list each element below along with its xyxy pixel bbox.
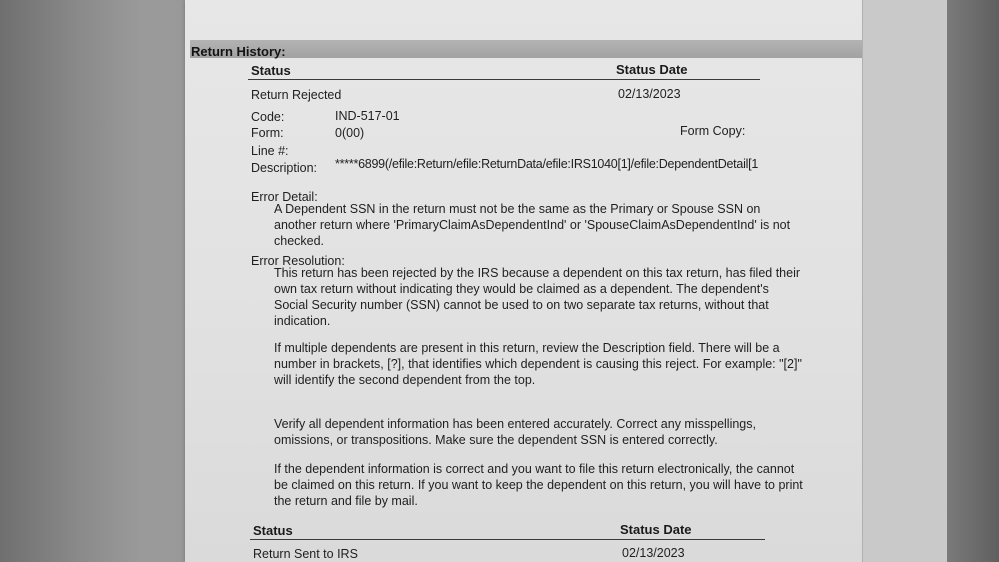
description-label: Description: xyxy=(251,161,317,175)
status-column-header-2: Status xyxy=(253,523,293,538)
header-divider-2 xyxy=(250,539,765,540)
entry-status-2: Return Sent to IRS xyxy=(253,547,358,561)
code-value: IND-517-01 xyxy=(335,109,400,123)
error-detail-label: Error Detail: xyxy=(251,190,318,204)
entry-date-2: 02/13/2023 xyxy=(622,546,685,560)
right-panel xyxy=(862,0,948,562)
status-date-column-header-2: Status Date xyxy=(620,522,692,537)
form-copy-label: Form Copy: xyxy=(680,124,746,138)
resolution-paragraph-1: This return has been rejected by the IRS because a dependent on this tax return, has filed their own tax return without indicating they would be claimed as a dependent. The dependent's Social Security number (SSN) cannot be used to on two separate tax returns, without that indication. xyxy=(274,266,801,328)
header-divider xyxy=(248,79,760,80)
resolution-paragraph-2: If multiple dependents are present in this return, review the Description field. There will be a number in brackets, [?], that identifies which dependent is causing this reject. For example: "[2]" will identify the second dependent from the top. xyxy=(274,341,802,387)
return-history-page xyxy=(185,0,862,562)
resolution-paragraph-4: If the dependent information is correct and you want to file this return electronically, the cannot be claimed on this return. If you want to keep the dependent on this return, you will have to print the return and file by mail. xyxy=(274,462,803,508)
resolution-paragraph-3: Verify all dependent information has been entered accurately. Correct any misspellings, omissions, or transpositions. Make sure the dependent SSN is entered correctly. xyxy=(274,417,756,447)
screen-edge xyxy=(947,0,999,562)
status-date-column-header: Status Date xyxy=(616,62,688,77)
form-label: Form: xyxy=(251,126,284,140)
line-number-label: Line #: xyxy=(251,144,289,158)
section-title: Return History: xyxy=(191,44,286,59)
code-label: Code: xyxy=(251,110,285,124)
entry-status: Return Rejected xyxy=(251,88,342,102)
error-detail-text: A Dependent SSN in the return must not be the same as the Primary or Spouse SSN on another return where 'PrimaryClaimAsDependentInd' or 'SpouseClaimAsDependentInd' is not checked. xyxy=(274,202,791,248)
section-header-bar xyxy=(190,40,862,58)
form-value: 0(00) xyxy=(335,126,365,140)
status-column-header: Status xyxy=(251,63,291,78)
error-resolution-label: Error Resolution: xyxy=(251,254,345,268)
entry-date: 02/13/2023 xyxy=(618,87,681,101)
description-value: *****6899(/efile:Return/efile:ReturnData/efile:IRS1040[1]/efile:DependentDetail[1 xyxy=(335,157,759,171)
